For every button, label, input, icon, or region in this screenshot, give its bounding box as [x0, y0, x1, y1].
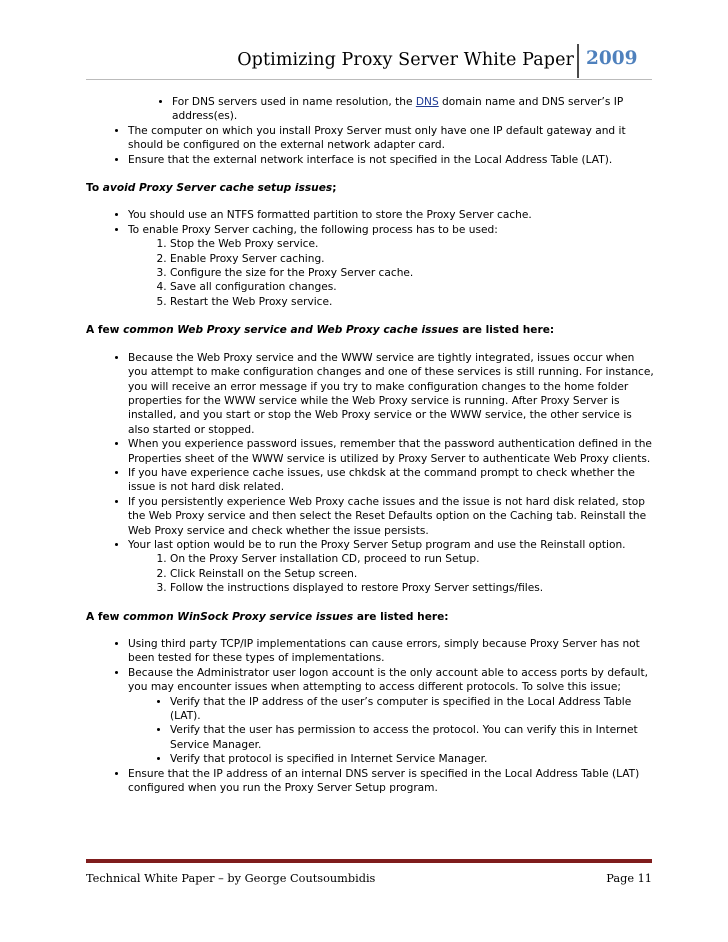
cache-setup-steps	[128, 237, 654, 309]
winsock-sub-list	[128, 695, 654, 767]
header-title: Optimizing Proxy Server White Paper	[237, 50, 574, 70]
list-item: • Because the Web Proxy service and the WWW service are tightly integrated, issues occur when you attempt to make configuration changes and one of these services is still running. For instance, you will receive an error message if you try to make configuration changes to the home folder properties for the WWW service while the Web Proxy service is running. After Proxy Server is installed, and you start or stop the Web Proxy service or the WWW service, the other service is also started or stopped.	[128, 351, 654, 437]
step-item: 3. Configure the size for the Proxy Server cache.	[170, 266, 654, 280]
top-sub-list	[86, 95, 654, 124]
list-item: • The computer on which you install Proxy Server must only have one IP default gateway and it should be configured on the external network adapter card.	[128, 124, 654, 153]
step-item: 1. Stop the Web Proxy service.	[170, 237, 654, 251]
header-rule	[86, 79, 652, 80]
step-item: 5. Restart the Web Proxy service.	[170, 295, 654, 309]
list-item: • Ensure that the external network interface is not specified in the Local Address Table (LAT).	[128, 153, 654, 167]
list-item: • Your last option would be to run the Proxy Server Setup program and use the Reinstall option. 1. On the Proxy Server installation CD, proceed to run Setup. 2. Click Reinstall on the Setup screen. 3. Follow the instructions displayed to restore Proxy Server settings/files.	[128, 538, 654, 596]
dns-link[interactable]: DNS	[415, 96, 439, 108]
list-item: • Ensure that the IP address of an internal DNS server is specified in the Local Address Table (LAT) configured when you run the Proxy Server Setup program.	[128, 767, 654, 796]
header-year: 2009	[586, 48, 638, 69]
step-item: 3. Follow the instructions displayed to restore Proxy Server settings/files.	[170, 581, 654, 595]
list-item: • For DNS servers used in name resolution, the DNS domain name and DNS server’s IP address(es).	[172, 95, 654, 124]
footer-author: Technical White Paper – by George Coutsoumbidis	[86, 872, 376, 885]
page-footer	[86, 859, 652, 885]
header-divider	[577, 44, 579, 78]
winsock-issue-list	[86, 637, 654, 795]
list-item: • When you experience password issues, remember that the password authentication defined in the Properties sheet of the WWW service is utilized by Proxy Server to authenticate Web Proxy clients.	[128, 437, 654, 466]
step-item: 1. On the Proxy Server installation CD, proceed to run Setup.	[170, 552, 654, 566]
cache-setup-list	[86, 208, 654, 309]
reinstall-steps	[128, 552, 654, 595]
list-item: • If you persistently experience Web Proxy cache issues and the issue is not hard disk related, stop the Web Proxy service and then select the Reset Defaults option on the Caching tab. Reinstall the Web Proxy service and check whether the issue persists.	[128, 495, 654, 538]
list-item: • Verify that the user has permission to access the protocol. You can verify this in Internet Service Manager.	[170, 723, 654, 752]
list-item: • If you have experience cache issues, use chkdsk at the command prompt to check whether the issue is not hard disk related.	[128, 466, 654, 495]
list-item: • Verify that the IP address of the user’s computer is specified in the Local Address Table (LAT).	[170, 695, 654, 724]
page-number: Page 11	[606, 872, 652, 885]
footer-rule	[86, 859, 652, 863]
step-item: 4. Save all configuration changes.	[170, 280, 654, 294]
list-item: • You should use an NTFS formatted partition to store the Proxy Server cache.	[128, 208, 654, 222]
list-item: • Using third party TCP/IP implementations can cause errors, simply because Proxy Server has not been tested for these types of implementations.	[128, 637, 654, 666]
page-header	[86, 44, 652, 80]
page-body	[86, 95, 654, 795]
step-item: 2. Enable Proxy Server caching.	[170, 252, 654, 266]
web-proxy-issue-list	[86, 351, 654, 596]
section-heading-web-proxy: A few common Web Proxy service and Web Proxy cache issues are listed here:	[86, 324, 555, 337]
list-item: • To enable Proxy Server caching, the following process has to be used: 1. Stop the Web Proxy service. 2. Enable Proxy Server caching. 3. Configure the size for the Proxy Server cache. 4. Save all configuration changes. 5. Restart the Web Proxy service.	[128, 223, 654, 309]
section-heading-cache-setup: To avoid Proxy Server cache setup issues;	[86, 182, 337, 195]
list-item: • Verify that protocol is specified in Internet Service Manager.	[170, 752, 654, 766]
section-heading-winsock: A few common WinSock Proxy service issues are listed here:	[86, 610, 449, 623]
top-bullet-list	[86, 124, 654, 167]
step-item: 2. Click Reinstall on the Setup screen.	[170, 567, 654, 581]
list-item: • Because the Administrator user logon account is the only account able to access ports by default, you may encounter issues when attempting to access different protocols. To solve this issue; • Verify that the IP address of the user’s computer is specified in the Local Address Table (LAT). • Verify that the user has permission to access the protocol. You can verify this in Internet Service Manager. • Verify that protocol is specified in Internet Service Manager.	[128, 666, 654, 767]
